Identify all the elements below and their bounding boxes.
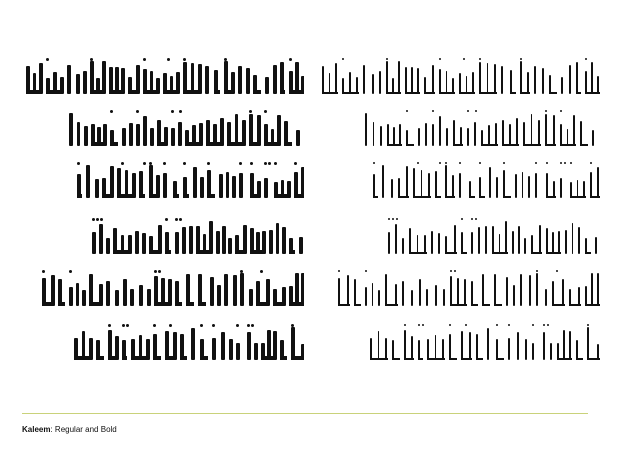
glyph-mark xyxy=(109,60,124,94)
glyph-mark xyxy=(489,164,499,198)
glyph-mark xyxy=(409,220,427,254)
glyph-mark xyxy=(280,60,285,94)
glyph-mark xyxy=(405,60,420,94)
glyph-mark xyxy=(487,326,492,360)
glyph-mark xyxy=(427,326,445,360)
specimen-row xyxy=(22,262,304,306)
glyph-mark xyxy=(185,112,202,146)
glyph-mark xyxy=(149,164,159,198)
specimen-bold xyxy=(22,40,304,380)
glyph-mark xyxy=(385,272,398,306)
glyph-mark xyxy=(496,326,504,360)
specimen-row xyxy=(318,316,600,360)
glyph-mark xyxy=(58,272,65,306)
glyph-mark xyxy=(175,272,182,306)
glyph-mark xyxy=(515,164,531,198)
glyph-mark xyxy=(250,220,265,254)
glyph-mark xyxy=(122,112,132,146)
glyph-mark xyxy=(585,272,600,306)
glyph-mark xyxy=(372,60,382,94)
glyph-mark xyxy=(69,272,85,306)
glyph-mark xyxy=(590,164,600,198)
glyph-mark xyxy=(273,272,285,306)
glyph-mark xyxy=(471,220,488,254)
glyph-mark xyxy=(342,60,359,94)
glyph-mark xyxy=(130,272,135,306)
glyph-mark xyxy=(42,272,54,306)
glyph-mark xyxy=(517,326,528,360)
glyph-mark xyxy=(520,60,530,94)
glyph-mark xyxy=(413,164,431,198)
glyph-mark xyxy=(69,112,87,146)
glyph-mark xyxy=(387,112,402,146)
glyph-mark xyxy=(557,326,572,360)
glyph-mark xyxy=(274,164,290,198)
glyph-mark xyxy=(265,60,276,94)
glyph-mark xyxy=(200,326,208,360)
glyph-mark xyxy=(560,164,566,198)
glyph-mark xyxy=(552,272,565,306)
specimen-row xyxy=(318,210,600,254)
glyph-mark xyxy=(227,112,245,146)
glyph-mark xyxy=(546,164,556,198)
glyph-mark xyxy=(469,164,475,198)
glyph-mark xyxy=(143,60,159,94)
glyph-mark xyxy=(445,220,457,254)
glyph-mark xyxy=(294,164,304,198)
glyph-mark xyxy=(196,220,212,254)
glyph-mark xyxy=(280,326,287,360)
glyph-mark xyxy=(77,164,82,198)
glyph-mark xyxy=(418,112,428,146)
glyph-mark xyxy=(426,272,431,306)
caption-font-name: Kaleem xyxy=(22,425,51,434)
glyph-mark xyxy=(386,60,401,94)
glyph-mark xyxy=(250,164,260,198)
specimen-row xyxy=(22,210,304,254)
glyph-mark xyxy=(26,60,42,94)
glyph-mark xyxy=(418,326,423,360)
specimen-regular xyxy=(318,40,600,380)
glyph-mark xyxy=(373,164,378,198)
glyph-mark xyxy=(569,272,581,306)
glyph-mark xyxy=(402,272,407,306)
glyph-mark xyxy=(135,220,145,254)
glyph-mark xyxy=(479,60,497,94)
glyph-mark xyxy=(549,60,557,94)
glyph-mark xyxy=(180,326,187,360)
glyph-mark xyxy=(382,164,394,198)
glyph-mark xyxy=(296,112,304,146)
glyph-mark xyxy=(193,164,203,198)
specimen-row xyxy=(318,50,600,94)
glyph-mark xyxy=(453,112,463,146)
glyph-mark xyxy=(492,220,508,254)
glyph-mark xyxy=(322,60,338,94)
glyph-mark xyxy=(284,112,292,146)
glyph-mark xyxy=(506,272,516,306)
glyph-mark xyxy=(406,112,414,146)
specimen-row xyxy=(318,262,600,306)
glyph-mark xyxy=(576,60,581,94)
glyph-mark xyxy=(269,220,285,254)
glyph-mark xyxy=(435,164,441,198)
caption xyxy=(22,425,117,434)
glyph-mark xyxy=(435,272,446,306)
glyph-mark xyxy=(461,220,467,254)
glyph-mark xyxy=(501,60,506,94)
glyph-mark xyxy=(543,326,553,360)
glyph-mark xyxy=(247,326,257,360)
glyph-mark xyxy=(131,326,149,360)
glyph-mark xyxy=(354,272,361,306)
glyph-mark xyxy=(198,272,206,306)
glyph-mark xyxy=(175,220,192,254)
glyph-mark xyxy=(224,272,236,306)
glyph-mark xyxy=(191,326,196,360)
glyph-mark xyxy=(439,60,455,94)
glyph-mark xyxy=(206,112,223,146)
glyph-mark xyxy=(113,220,131,254)
glyph-mark xyxy=(536,272,548,306)
specimen-row xyxy=(22,154,304,198)
glyph-mark xyxy=(580,112,588,146)
glyph-mark xyxy=(256,272,269,306)
glyph-mark xyxy=(91,112,106,146)
glyph-mark xyxy=(388,220,405,254)
glyph-mark xyxy=(587,326,600,360)
specimen-row xyxy=(318,154,600,198)
glyph-mark xyxy=(459,164,465,198)
glyph-mark xyxy=(90,60,105,94)
glyph-mark xyxy=(76,60,86,94)
glyph-mark xyxy=(239,164,246,198)
glyph-mark xyxy=(289,220,295,254)
specimen-row xyxy=(22,316,304,360)
glyph-mark xyxy=(531,220,542,254)
glyph-mark xyxy=(92,220,109,254)
glyph-mark xyxy=(289,272,304,306)
glyph-mark xyxy=(363,60,368,94)
glyph-mark xyxy=(261,326,276,360)
glyph-mark xyxy=(264,164,270,198)
glyph-mark xyxy=(110,112,118,146)
glyph-mark xyxy=(592,112,600,146)
glyph-mark xyxy=(585,220,591,254)
glyph-mark xyxy=(212,326,217,360)
glyph-mark xyxy=(338,272,350,306)
glyph-mark xyxy=(122,326,127,360)
glyph-mark xyxy=(534,60,545,94)
glyph-mark xyxy=(570,164,586,198)
glyph-mark xyxy=(117,164,135,198)
glyph-mark xyxy=(502,112,519,146)
glyph-mark xyxy=(365,112,383,146)
glyph-mark xyxy=(253,60,261,94)
glyph-mark xyxy=(576,326,583,360)
glyph-mark xyxy=(205,60,210,94)
glyph-mark xyxy=(445,164,455,198)
glyph-mark xyxy=(560,112,576,146)
glyph-mark xyxy=(102,164,113,198)
glyph-mark xyxy=(139,272,150,306)
glyph-mark xyxy=(149,220,161,254)
glyph-mark xyxy=(392,326,400,360)
caption-separator: : xyxy=(50,425,55,434)
glyph-mark xyxy=(115,272,126,306)
glyph-mark xyxy=(86,164,98,198)
glyph-mark xyxy=(565,220,581,254)
glyph-mark xyxy=(510,60,516,94)
glyph-mark xyxy=(108,326,118,360)
glyph-mark xyxy=(219,164,235,198)
glyph-mark xyxy=(431,220,441,254)
glyph-mark xyxy=(171,112,181,146)
glyph-mark xyxy=(494,272,502,306)
glyph-mark xyxy=(238,60,249,94)
glyph-mark xyxy=(210,272,220,306)
glyph-mark xyxy=(46,60,63,94)
glyph-mark xyxy=(289,60,304,94)
glyph-mark xyxy=(240,272,252,306)
glyph-mark xyxy=(450,272,467,306)
glyph-mark xyxy=(173,164,179,198)
glyph-mark xyxy=(481,112,498,146)
glyph-mark xyxy=(476,326,483,360)
glyph-mark xyxy=(128,60,139,94)
glyph-mark xyxy=(106,272,111,306)
specimen-row xyxy=(22,102,304,146)
glyph-mark xyxy=(249,112,260,146)
glyph-mark xyxy=(482,272,490,306)
glyph-mark xyxy=(503,164,511,198)
glyph-mark xyxy=(411,272,422,306)
specimen-row xyxy=(22,50,304,94)
glyph-mark xyxy=(214,60,220,94)
glyph-mark xyxy=(207,164,215,198)
glyph-mark xyxy=(532,326,539,360)
glyph-mark xyxy=(523,112,541,146)
glyph-mark xyxy=(136,112,153,146)
glyph-mark xyxy=(365,272,381,306)
glyph-mark xyxy=(398,164,409,198)
glyph-mark xyxy=(432,112,449,146)
glyph-mark xyxy=(183,60,201,94)
glyph-mark xyxy=(479,164,485,198)
glyph-mark xyxy=(74,326,92,360)
glyph-mark xyxy=(467,112,477,146)
glyph-mark xyxy=(224,60,234,94)
glyph-mark xyxy=(291,326,304,360)
glyph-mark xyxy=(561,60,572,94)
glyph-mark xyxy=(461,326,472,360)
glyph-mark xyxy=(163,164,169,198)
glyph-mark xyxy=(165,326,176,360)
glyph-mark xyxy=(183,164,189,198)
glyph-mark xyxy=(585,60,600,94)
glyph-mark xyxy=(67,60,72,94)
glyph-mark xyxy=(264,112,280,146)
glyph-mark xyxy=(546,220,561,254)
glyph-mark xyxy=(235,220,246,254)
glyph-mark xyxy=(163,60,179,94)
glyph-mark xyxy=(96,326,104,360)
glyph-mark xyxy=(154,272,171,306)
glyph-mark xyxy=(370,326,388,360)
glyph-mark xyxy=(508,326,513,360)
glyph-mark xyxy=(157,112,167,146)
glyph-mark xyxy=(520,272,532,306)
glyph-mark xyxy=(404,326,414,360)
glyph-mark xyxy=(89,272,102,306)
glyph-mark xyxy=(459,60,475,94)
caption-divider xyxy=(22,413,588,414)
glyph-mark xyxy=(424,60,435,94)
glyph-mark xyxy=(221,326,232,360)
caption-description: Regular and Bold xyxy=(54,425,117,434)
glyph-mark xyxy=(545,112,556,146)
glyph-mark xyxy=(595,220,600,254)
glyph-mark xyxy=(471,272,478,306)
glyph-mark xyxy=(186,272,194,306)
glyph-mark xyxy=(165,220,171,254)
glyph-mark xyxy=(535,164,542,198)
glyph-mark xyxy=(449,326,457,360)
glyph-mark xyxy=(216,220,231,254)
glyph-mark xyxy=(299,220,304,254)
glyph-mark xyxy=(139,164,145,198)
glyph-mark xyxy=(153,326,161,360)
specimen-row xyxy=(318,102,600,146)
glyph-mark xyxy=(512,220,527,254)
glyph-mark xyxy=(236,326,243,360)
